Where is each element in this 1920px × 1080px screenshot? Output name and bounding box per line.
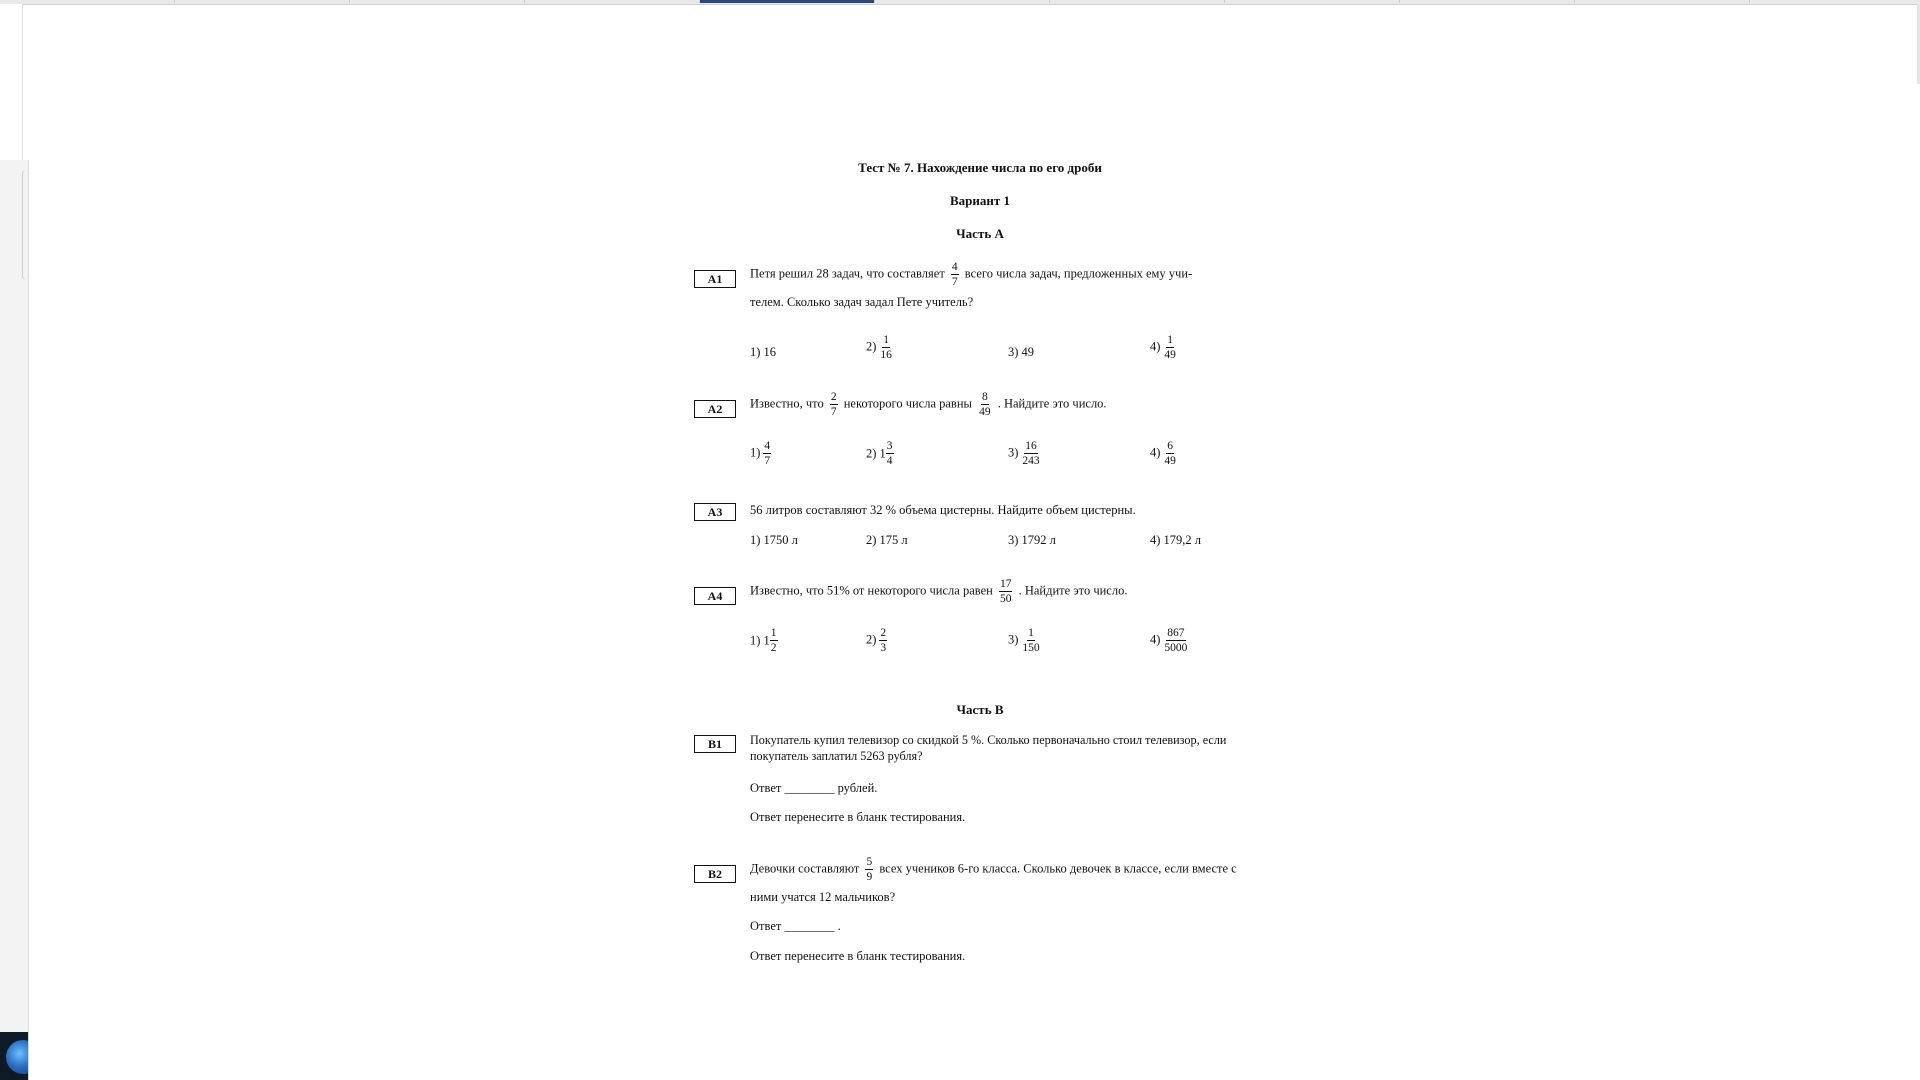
fraction-numerator: 2: [879, 627, 887, 641]
fraction-denominator: 7: [764, 455, 771, 468]
fraction-denominator: 49: [1164, 349, 1176, 362]
question-label-b2: В2: [694, 865, 736, 883]
fraction-denominator: 50: [999, 593, 1012, 606]
option-a2-3: [1008, 440, 1044, 467]
option-a4-2: [866, 627, 890, 654]
fraction-numerator: 1: [1027, 627, 1035, 641]
question-a3-text: 56 литров составляют 32 % объема цистерны. Найдите объем цистерны.: [750, 503, 1136, 517]
note-b2: Ответ перенесите в бланк тестирования.: [750, 949, 966, 963]
fraction: [951, 261, 959, 288]
fraction-numerator: 1: [1166, 334, 1174, 348]
tab-active[interactable]: [700, 0, 875, 3]
fraction-denominator: 49: [979, 406, 991, 419]
option-a1-2: [866, 334, 896, 361]
question-text: Девочки составляют: [750, 861, 860, 876]
fraction: [1163, 440, 1177, 467]
fraction-numerator: 2: [830, 391, 838, 405]
option-a2-4: [1150, 440, 1180, 467]
fraction: [1021, 627, 1040, 654]
fraction-denominator: 5000: [1164, 642, 1188, 655]
fraction: [1163, 627, 1188, 654]
question-label-a3: А3: [694, 503, 736, 521]
question-text: Известно, что: [750, 396, 824, 411]
fraction-denominator: 7: [830, 406, 837, 419]
answer-options-a1: [750, 334, 1270, 368]
answer-options-a3: [750, 532, 1270, 550]
part-b-heading: Часть В: [956, 702, 1004, 717]
answer-line-b1: Ответ ________ рублей.: [750, 781, 878, 795]
question-text: . Найдите это число.: [997, 396, 1107, 411]
fraction-numerator: 4: [763, 440, 771, 454]
fraction: [830, 391, 838, 418]
fraction-numerator: 867: [1166, 627, 1185, 641]
option-a4-4: [1150, 627, 1191, 654]
fraction-denominator: 3: [880, 642, 887, 655]
option-prefix: 4): [1150, 339, 1161, 354]
fraction-numerator: 6: [1166, 440, 1174, 454]
fraction: [865, 856, 873, 883]
fraction: [770, 627, 778, 654]
option-a2-2: [866, 440, 897, 467]
fraction-numerator: 4: [951, 261, 959, 275]
option-a4-3: [1008, 627, 1044, 654]
question-b2-text-line2: ними учатся 12 мальчиков?: [750, 890, 896, 904]
tab[interactable]: [1050, 0, 1225, 3]
option-a1-3: 3) 49: [1008, 345, 1035, 359]
tab[interactable]: [525, 0, 700, 3]
option-prefix: 3): [1008, 445, 1019, 460]
part-a-heading: Часть А: [956, 226, 1004, 241]
answer-options-a4: [750, 627, 1270, 661]
fraction-denominator: 243: [1022, 455, 1040, 468]
note-b1: Ответ перенесите в бланк тестирования.: [750, 810, 966, 824]
fraction-numerator: 1: [882, 334, 890, 348]
answer-options-a2: [750, 440, 1270, 474]
fraction-numerator: 3: [886, 440, 894, 454]
option-prefix: 1): [750, 445, 761, 460]
page-title: Тест № 7. Нахождение числа по его дроби: [858, 160, 1102, 175]
variant-heading: Вариант 1: [949, 193, 1011, 208]
fraction: [879, 627, 887, 654]
fraction-denominator: 49: [1164, 455, 1176, 468]
question-text: всего числа задач, предложенных ему учи-: [964, 266, 1193, 281]
fraction-denominator: 7: [951, 276, 958, 289]
question-text: покупатель заплатил 5263 рубля?: [750, 748, 923, 763]
tab[interactable]: [1225, 0, 1400, 3]
question-text: . Найдите это число.: [1018, 583, 1128, 598]
question-a4-text: [750, 578, 1270, 605]
option-prefix: 3): [1008, 632, 1019, 647]
question-b1-text: [750, 733, 1270, 765]
fraction: [978, 391, 992, 418]
option-a3-2: 2) 175 л: [866, 533, 908, 547]
option-a3-4: 4) 179,2 л: [1150, 533, 1202, 547]
fraction-denominator: 16: [880, 349, 892, 362]
option-a3-3: 3) 1792 л: [1008, 533, 1056, 547]
question-text: всех учеников 6-го класса. Сколько девочек в классе, если вместе с: [879, 861, 1237, 876]
question-label-a4: А4: [694, 587, 736, 605]
gutter-notch: [22, 170, 27, 280]
answer-line-b2: Ответ ________ .: [750, 919, 841, 933]
tab[interactable]: [175, 0, 350, 3]
start-button[interactable]: [0, 1032, 28, 1080]
fraction-numerator: 1: [770, 627, 778, 641]
option-prefix: 4): [1150, 445, 1161, 460]
question-label-a2: А2: [694, 400, 736, 418]
fraction: [999, 578, 1013, 605]
question-b2-text: [750, 856, 1270, 883]
option-prefix: 2) 1: [866, 446, 886, 461]
tab[interactable]: [0, 0, 175, 3]
question-text: Покупатель купил телевизор со скидкой 5 %. Сколько первоначально стоил телевизор, если: [750, 733, 1227, 747]
question-text: Известно, что 51% от некоторого числа равен: [750, 583, 993, 598]
question-a1-text-line2: телем. Сколько задач задал Пете учитель?: [750, 295, 974, 309]
option-prefix: 2): [866, 339, 877, 354]
tab-strip: [0, 0, 1920, 5]
windows-orb-icon: [6, 1040, 28, 1074]
fraction-numerator: 5: [865, 856, 873, 870]
fraction: [886, 440, 894, 467]
question-a1-text: [750, 261, 1270, 288]
option-prefix: 2): [866, 632, 877, 647]
tab[interactable]: [350, 0, 525, 3]
tab[interactable]: [1750, 0, 1920, 3]
question-text: некоторого числа равны: [843, 396, 972, 411]
option-a1-4: [1150, 334, 1180, 361]
fraction-denominator: 4: [886, 455, 893, 468]
tab[interactable]: [1575, 0, 1750, 3]
fraction: [1163, 334, 1177, 361]
tab[interactable]: [1400, 0, 1575, 3]
fraction-denominator: 9: [866, 871, 873, 884]
question-a2-text: [750, 391, 1270, 418]
fraction: [1021, 440, 1040, 467]
tab[interactable]: [875, 0, 1050, 3]
left-gutter: [0, 160, 29, 1080]
fraction-numerator: 17: [999, 578, 1013, 592]
option-prefix: 1) 1: [750, 633, 770, 648]
fraction: [763, 440, 771, 467]
fraction-denominator: 2: [770, 642, 777, 655]
option-a3-1: 1) 1750 л: [750, 533, 798, 547]
option-prefix: 4): [1150, 632, 1161, 647]
fraction: [879, 334, 893, 361]
fraction-numerator: 8: [981, 391, 989, 405]
question-text: Петя решил 28 задач, что составляет: [750, 266, 945, 281]
fraction-numerator: 16: [1024, 440, 1038, 454]
top-left-panel: [0, 4, 23, 160]
question-label-b1: В1: [694, 735, 736, 753]
option-a2-1: [750, 440, 774, 467]
question-label-a1: А1: [694, 270, 736, 288]
fraction-denominator: 150: [1022, 642, 1040, 655]
option-a4-1: [750, 627, 781, 654]
option-a1-1: 1) 16: [750, 345, 777, 359]
